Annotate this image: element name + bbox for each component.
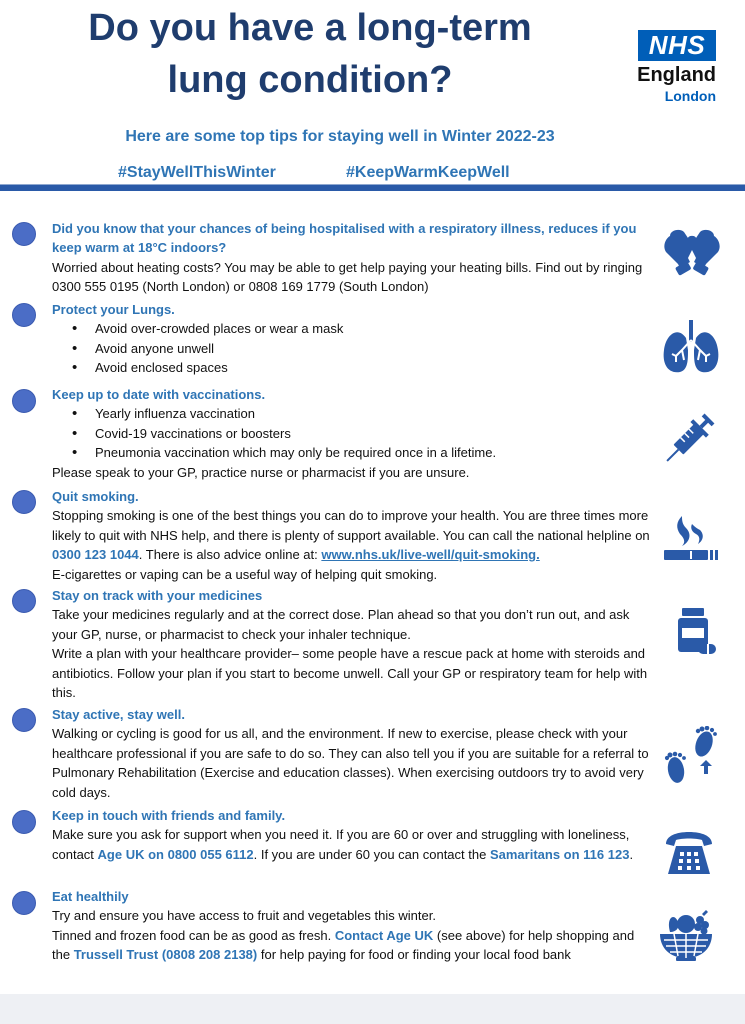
section-heading: Stay active, stay well. — [52, 707, 185, 722]
list-item: • Covid-19 vaccinations or boosters — [95, 424, 650, 443]
section-keep-in-touch — [52, 806, 650, 864]
section-heading: Eat healthily — [52, 889, 129, 904]
nhs-logo-region: England — [637, 64, 716, 86]
section-stay-active — [52, 705, 650, 802]
section-body: Try and ensure you have access to fruit and vegetables this winter. — [52, 908, 436, 924]
age-uk-contact: Age UK on 0800 055 6112 — [97, 846, 254, 862]
nhs-logo-subregion: London — [664, 88, 716, 104]
telephone-icon — [664, 832, 714, 876]
quit-smoking-link[interactable]: www.nhs.uk/live-well/quit-smoking. — [321, 547, 540, 563]
body-text: Stopping smoking is one of the best things you can do to improve your health. You are three times more likely to quit with NHS help, and there is plenty of support available. You can call the national helpline on — [52, 508, 650, 543]
section-heading: Keep up to date with vaccinations. — [52, 387, 266, 402]
age-uk-link-text: Contact Age UK — [334, 927, 434, 943]
header-divider — [0, 184, 745, 191]
section-heading: Keep in touch with friends and family. — [52, 808, 286, 823]
body-text: (see above) for help shopping and the — [52, 927, 635, 963]
body-text: . — [629, 846, 634, 862]
section-body — [52, 825, 650, 864]
mittens-icon — [660, 228, 724, 280]
bullet-list — [52, 404, 650, 462]
section-bullet-dot — [12, 389, 36, 413]
section-protect-lungs — [52, 300, 650, 378]
section-bullet-dot — [12, 222, 36, 246]
medicine-icon — [676, 608, 716, 656]
section-body — [52, 506, 650, 564]
section-bullet-dot — [12, 303, 36, 327]
section-body: Worried about heating costs? You may be able to get help paying your heating bills. Find out by ringing 0300 555 0195 (North London) or 0808 169 1779 (South London) — [52, 259, 643, 295]
section-eat-healthily — [52, 887, 650, 965]
section-body: Take your medicines regularly and at the correct dose. Plan ahead so that you don’t run out, and ask your GP, nurse, or pharmacist to check your inhaler technique. — [52, 607, 630, 642]
section-heading: Did you know that your chances of being hospitalised with a respiratory illness, reduces if you keep warm at 18°C indoors? — [52, 221, 637, 256]
section-heading: Quit smoking. — [52, 489, 139, 504]
page-bottom-band — [0, 994, 745, 1024]
section-bullet-dot — [12, 708, 36, 732]
section-quit-smoking — [52, 487, 650, 584]
samaritans-contact: Samaritans on 116 123 — [489, 846, 630, 862]
body-text: Tinned and frozen food can be as good as fresh. — [52, 927, 335, 943]
list-item: • Avoid over-crowded places or wear a mask — [95, 319, 650, 338]
list-item: • Pneumonia vaccination which may only be required once in a lifetime. — [95, 443, 650, 462]
syringe-icon — [660, 410, 718, 468]
section-body: Write a plan with your healthcare provider– some people have a rescue pack at home with steroids and antibiotics. Follow your plan if you start to become unwell. Call your GP or respiratory team for help with this. — [52, 646, 648, 701]
footprints-icon — [662, 726, 720, 792]
nhs-logo-mark: NHS — [638, 30, 716, 61]
section-heading: Stay on track with your medicines — [52, 588, 263, 603]
title-line-1: Do you have a long-term — [88, 7, 532, 49]
quitline-phone: 0300 123 1044 — [52, 547, 139, 563]
fruit-bowl-icon — [658, 908, 714, 962]
list-item: • Yearly influenza vaccination — [95, 404, 650, 423]
section-medicines — [52, 586, 650, 702]
section-bullet-dot — [12, 810, 36, 834]
list-item: • Avoid anyone unwell — [95, 339, 650, 358]
body-text: Make sure you ask for support when you need it. If you are 60 or over and struggling with loneliness, contact — [52, 827, 630, 862]
section-vaccinations — [52, 385, 650, 482]
bullet-list — [52, 319, 650, 377]
trussell-trust-contact: Trussell Trust (0808 208 2138) — [73, 947, 258, 963]
section-keep-warm — [52, 219, 650, 297]
title-line-2: lung condition? — [167, 59, 453, 101]
section-body: E-cigarettes or vaping can be a useful way of helping quit smoking. — [52, 566, 438, 582]
list-item: • Avoid enclosed spaces — [95, 358, 650, 377]
page-title — [30, 2, 590, 106]
cigarette-icon — [664, 512, 718, 566]
subtitle: Here are some top tips for staying well in Winter 2022-23 — [125, 128, 555, 145]
body-text: . If you are under 60 you can contact the — [253, 846, 490, 862]
hashtag-stay-well: #StayWellThisWinter — [118, 164, 276, 181]
section-body: Please speak to your GP, practice nurse or pharmacist if you are unsure. — [52, 464, 470, 480]
section-body: Walking or cycling is good for us all, and the environment. If new to exercise, please check with your healthcare professional if you are safe to do so. They can also tell you if you are suitable for a referral to Pulmonary Rehabilitation (Exercise and education classes). When exercising outdoors try to avoid very cold days. — [52, 726, 649, 800]
section-bullet-dot — [12, 589, 36, 613]
lungs-icon — [662, 320, 720, 376]
hashtag-keep-warm: #KeepWarmKeepWell — [346, 164, 510, 181]
body-text: . There is also advice online at: — [138, 547, 322, 563]
section-bullet-dot — [12, 891, 36, 915]
section-bullet-dot — [12, 490, 36, 514]
section-body — [52, 926, 650, 965]
body-text: for help paying for food or finding your local food bank — [257, 947, 571, 963]
section-heading: Protect your Lungs. — [52, 302, 175, 317]
